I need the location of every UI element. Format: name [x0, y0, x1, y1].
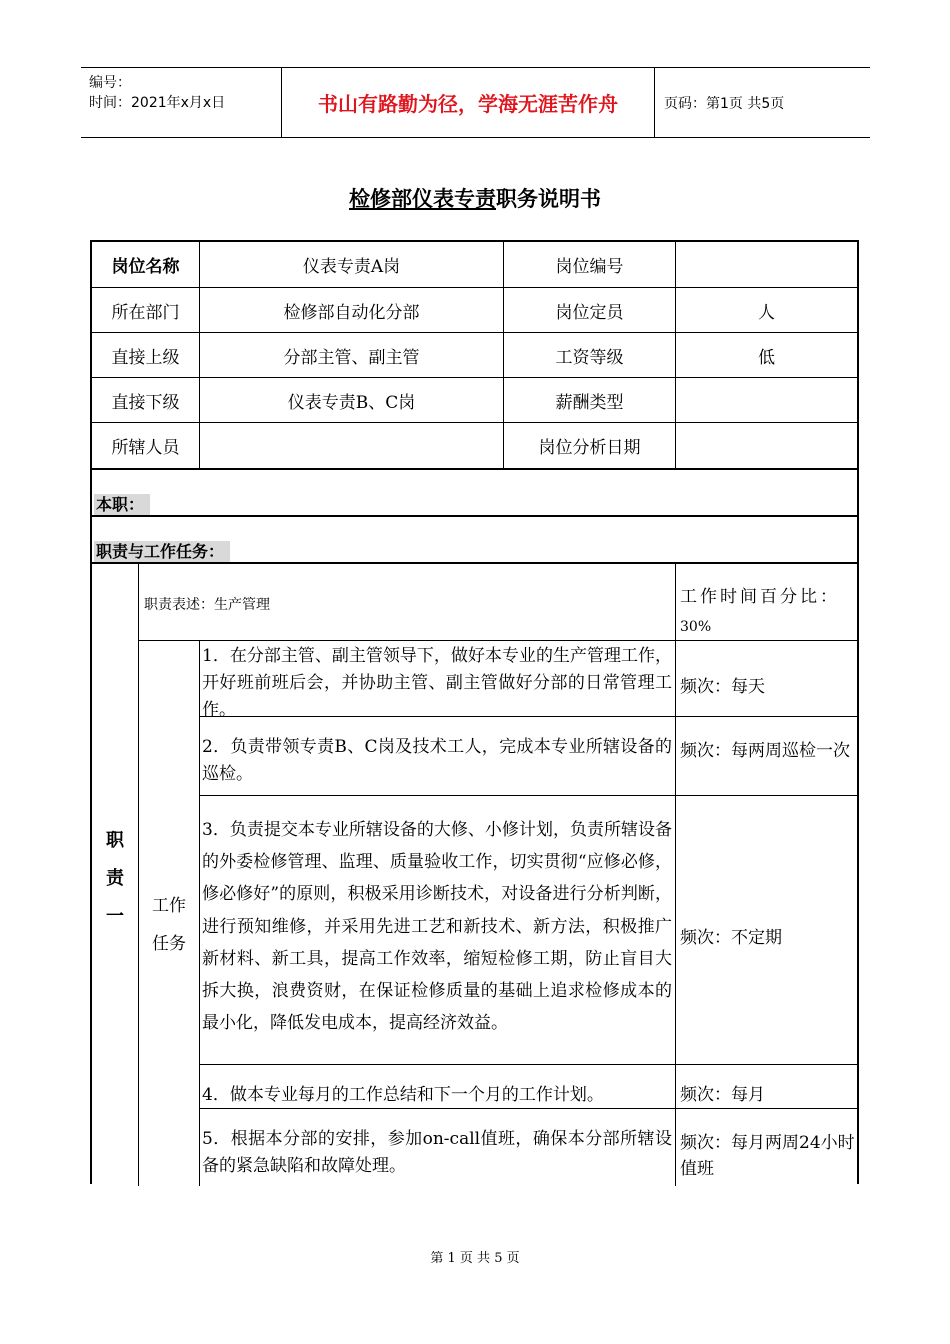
value-salary-grade: 低 — [758, 347, 775, 368]
value-position-code — [676, 242, 857, 287]
value-analysis-date — [676, 423, 857, 468]
header-page-cell — [654, 68, 870, 137]
label-direct-superior: 直接上级 — [111, 347, 180, 368]
task-item-3: 3．负责提交本专业所辖设备的大修、小修计划，负责所辖设备的外委检修管理、监理、质量验收工作，切实贯彻“应修必修，修必修好”的原则，积极采用诊断技术，对设备进行分析判断，进行预知维修，并采用先进工艺和新技术、新方法，积极推广新材料、新工具，提高工作效率，缩短检修工期，防止盲目大拆大换，浪费资财，在保证检修质量的基础上追求检修成本的最小化，降低发电成本，提高经济效益。 — [202, 820, 672, 1034]
value-direct-superior: 分部主管、副主管 — [283, 347, 420, 368]
percent-label: 工作时间百分比： — [680, 587, 840, 607]
value-headcount: 人 — [758, 302, 775, 323]
section-duty-label: 本职： — [94, 494, 150, 515]
document-title — [0, 183, 950, 213]
task-item-2: 2．负责带领专责B、C岗及技术工人，完成本专业所辖设备的巡检。 — [202, 737, 672, 784]
doc-time-label: 时间：2021年x月x日 — [89, 95, 226, 111]
work-task-line-1: 工作 — [152, 896, 186, 916]
percent-value: 30% — [680, 619, 712, 635]
section-tasks-label: 职责与工作任务： — [94, 541, 230, 562]
label-position-code: 岗位编号 — [555, 257, 624, 277]
page-header — [81, 67, 870, 138]
job-description-table — [90, 240, 859, 1184]
value-pay-type — [676, 378, 857, 422]
task-item-1: 1．在分部主管、副主管领导下，做好本专业的生产管理工作，开好班前班后会，并协助主管、副主管做好分部的日常管理工作。 — [202, 646, 672, 720]
section-tasks — [94, 539, 230, 562]
document-title-rest: 职务说明书 — [496, 187, 601, 211]
duty-one-char-2: 责 — [106, 868, 124, 889]
doc-number-label: 编号： — [89, 75, 131, 91]
task-freq-4: 频次：每月 — [680, 1085, 765, 1105]
header-meta — [81, 68, 281, 137]
page-footer: 第 1 页 共 5 页 — [430, 1251, 520, 1266]
label-headcount: 岗位定员 — [555, 302, 624, 323]
duty-one-char-1: 职 — [106, 830, 124, 851]
label-analysis-date: 岗位分析日期 — [538, 438, 641, 458]
value-direct-subordinate: 仪表专责B、C岗 — [287, 392, 416, 413]
task-item-5: 5．根据本分部的安排，参加on-call值班，确保本分部所辖设备的紧急缺陷和故障处理。 — [202, 1129, 672, 1176]
label-staff: 所辖人员 — [111, 438, 180, 458]
work-task-line-2: 任务 — [152, 934, 186, 954]
work-task-label — [139, 887, 199, 963]
value-position-name: 仪表专责A岗 — [302, 257, 401, 277]
label-department: 所在部门 — [111, 302, 180, 323]
duty-one-description: 职责表述：生产管理 — [144, 597, 270, 613]
task-item-4: 4．做本专业每月的工作总结和下一个月的工作计划。 — [202, 1085, 604, 1105]
section-duty — [94, 492, 150, 515]
label-position-name: 岗位名称 — [111, 257, 180, 277]
document-title-underlined: 检修部仪表专责 — [349, 187, 496, 211]
task-freq-1: 频次：每天 — [680, 677, 765, 697]
duty-one-char-3: 一 — [106, 906, 124, 927]
task-freq-3: 频次：不定期 — [680, 928, 782, 948]
header-motto: 书山有路勤为径，学海无涯苦作舟 — [318, 92, 618, 116]
value-staff — [200, 423, 503, 468]
task-freq-2: 频次：每两周巡检一次 — [680, 741, 850, 761]
label-salary-grade: 工资等级 — [555, 347, 624, 368]
header-motto-cell — [281, 68, 655, 137]
duty-one-side-label — [92, 822, 138, 936]
label-pay-type: 薪酬类型 — [555, 392, 624, 413]
value-department: 检修部自动化分部 — [283, 302, 420, 323]
header-page-label: 页码：第1页 共5页 — [664, 95, 785, 112]
task-freq-5: 频次：每月两周24小时值班 — [680, 1133, 855, 1179]
label-direct-subordinate: 直接下级 — [111, 392, 180, 413]
